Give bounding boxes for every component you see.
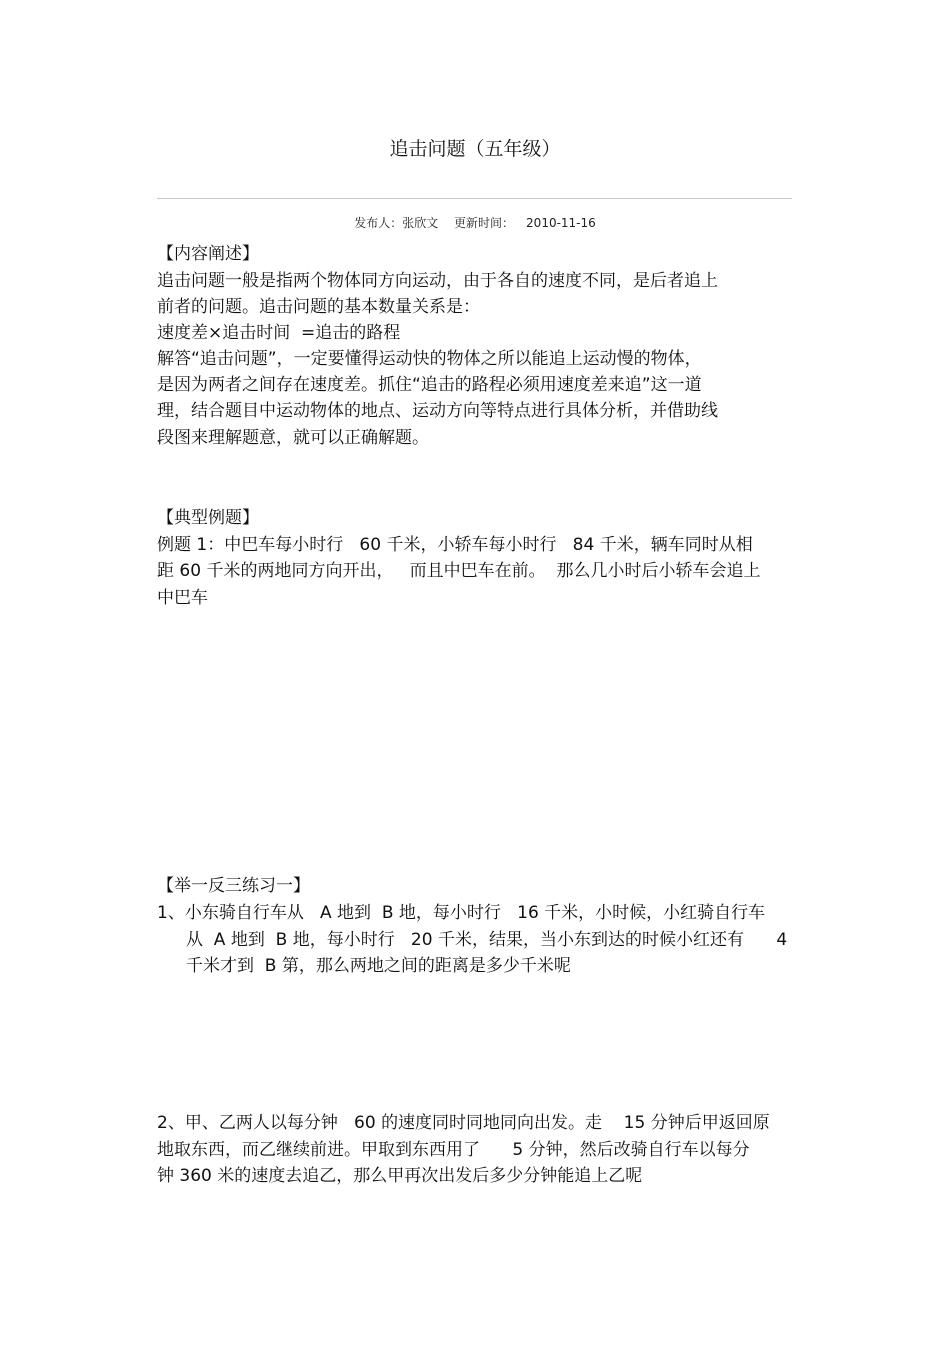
practice-2-line: 2、甲、乙两人以每分钟 60 的速度同时同地同向出发。走 15 分钟后甲返回原 <box>157 1113 770 1133</box>
document-title: 追击问题（五年级） <box>389 138 561 160</box>
example-line: 中巴车 <box>157 588 208 608</box>
practice-2-line: 钟 360 米的速度去追乙，那么甲再次出发后多少分钟能追上乙呢 <box>157 1166 643 1186</box>
example-line: 距 60 千米的两地同方向开出， 而且中巴车在前。 那么几小时后小轿车会追上 <box>157 561 761 581</box>
publish-meta <box>0 214 950 232</box>
content-line: 前者的问题。追击问题的基本数量关系是： <box>157 297 480 317</box>
example-heading: 【典型例题】 <box>157 508 259 528</box>
content-line: 解答“追击问题”，一定要懂得运动快的物体之所以能追上运动慢的物体， <box>157 349 702 369</box>
content-line: 追击问题一般是指两个物体同方向运动，由于各自的速度不同，是后者追上 <box>157 271 718 291</box>
practice-heading: 【举一反三练习一】 <box>157 876 310 896</box>
practice-1-line: 从 A 地到 B 地，每小时行 20 千米，结果，当小东到达的时候小红还有 4 <box>186 930 788 950</box>
practice-1-line: 1、小东骑自行车从 A 地到 B 地，每小时行 16 千米，小时候，小红骑自行车 <box>157 903 766 923</box>
content-line: 速度差×追击时间 =追击的路程 <box>157 323 401 343</box>
content-line: 理，结合题目中运动物体的地点、运动方向等特点进行具体分析，并借助线 <box>157 401 718 421</box>
content-line: 是因为两者之间存在速度差。抓住“追击的路程必须用速度差来追”这一道 <box>157 375 702 395</box>
practice-1-line: 千米才到 B 第，那么两地之间的距离是多少千米呢 <box>186 956 571 976</box>
content-line: 段图来理解题意，就可以正确解题。 <box>157 428 429 448</box>
practice-2-line: 地取东西，而乙继续前进。甲取到东西用了 5 分钟，然后改骑自行车以每分 <box>157 1140 750 1160</box>
example-line: 例题 1：中巴车每小时行 60 千米，小轿车每小时行 84 千米，辆车同时从相 <box>157 535 753 555</box>
updated-date: 2010-11-16 <box>526 216 596 230</box>
publisher: 发布人：张欣文 <box>354 216 439 230</box>
updated-label: 更新时间： <box>454 216 515 230</box>
content-heading: 【内容阐述】 <box>157 244 259 264</box>
title-divider <box>157 198 792 199</box>
